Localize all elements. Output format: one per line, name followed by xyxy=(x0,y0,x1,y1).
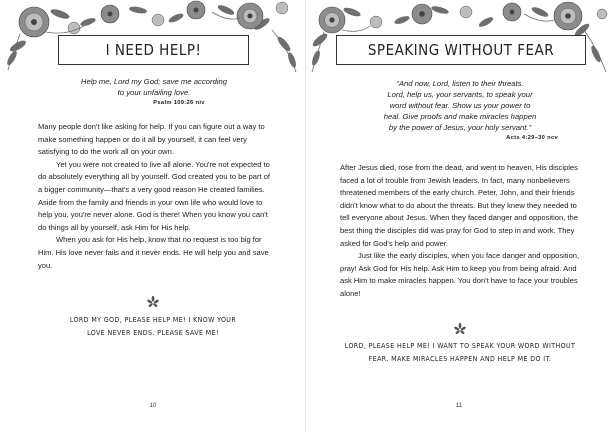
body-paragraph: Many people don't like asking for help. If you can figure out a way to make something happen or do it all by yourself, it can feel very satisfying to do the work all on your own. xyxy=(38,122,265,157)
body-paragraph: Yet you were not created to live all alone. You're not expected to do absolutely everything all by yourself. God created you to be part of a bigger community—that's a very good reason He created families. Aside from the family and friends in your own life who would love to help you, you're never alone. God is there! When you know you can't do things all by yourself, ask Him for His help. xyxy=(38,159,270,232)
sprig-icon xyxy=(453,322,467,336)
right-page xyxy=(306,0,612,432)
scripture-verse xyxy=(70,76,238,109)
page-title: I NEED HELP! xyxy=(105,41,202,59)
prayer-line: LORD MY GOD, PLEASE HELP ME! I KNOW YOUR xyxy=(69,316,237,324)
closing-prayer xyxy=(340,340,580,365)
verse-line: word without fear. Show us your power to xyxy=(389,101,531,110)
page-number: 10 xyxy=(149,403,157,409)
verse-line: Help me, Lord my God; save me according xyxy=(80,77,228,86)
verse-reference: Psalm 109:26 niv xyxy=(153,100,205,106)
title-box xyxy=(58,35,249,65)
title-box xyxy=(336,35,586,65)
page-number: 11 xyxy=(455,403,463,409)
sprig-icon xyxy=(146,295,160,309)
prayer-line: LOVE NEVER ENDS. PLEASE SAVE ME! xyxy=(87,328,219,337)
verse-line: Lord, help us, your servants, to speak your xyxy=(387,90,533,99)
body-paragraph: After Jesus died, rose from the dead, and went to heaven, His disciples faced a lot of trouble from Jewish leaders. In fact, many nonbelievers threatened members of the early church. Peter, John, and their friends didn't know what to do about the threats. But they knew they needed to tell everyone about Jesus. When they faced danger and opposition, the best thing the disciples did was pray for God to step in and work. They asked for God's help and power. xyxy=(340,163,578,248)
verse-line: to your unfailing love. xyxy=(117,88,191,97)
verse-line: by the power of Jesus, your holy servant.” xyxy=(388,123,532,132)
verse-line: heal. Give proofs and make miracles happen xyxy=(383,112,537,121)
closing-prayer xyxy=(60,314,246,339)
prayer-line: FEAR. MAKE MIRACLES HAPPEN AND HELP ME DO IT. xyxy=(368,354,552,363)
body-paragraph: When you ask for His help, know that no request is too big for Him. His love never fails and it never ends. He will help you and save you. xyxy=(38,235,269,270)
prayer-line: LORD, PLEASE HELP ME! I WANT TO SPEAK YOUR WORD WITHOUT xyxy=(344,342,576,350)
devotional-body xyxy=(38,121,274,272)
devotional-body xyxy=(340,162,580,301)
body-paragraph: Just like the early disciples, when you face danger and opposition, pray! Ask God for His help. Ask Him to keep you from being afraid. And ask Him to make miracles happen. You don't have to face your troubles alone! xyxy=(340,251,580,298)
scripture-verse xyxy=(358,78,562,144)
verse-line: “And now, Lord, listen to their threats. xyxy=(396,79,524,88)
page-title: SPEAKING WITHOUT FEAR xyxy=(367,41,555,59)
verse-reference: Acts 4:29–30 ncv xyxy=(506,135,558,141)
